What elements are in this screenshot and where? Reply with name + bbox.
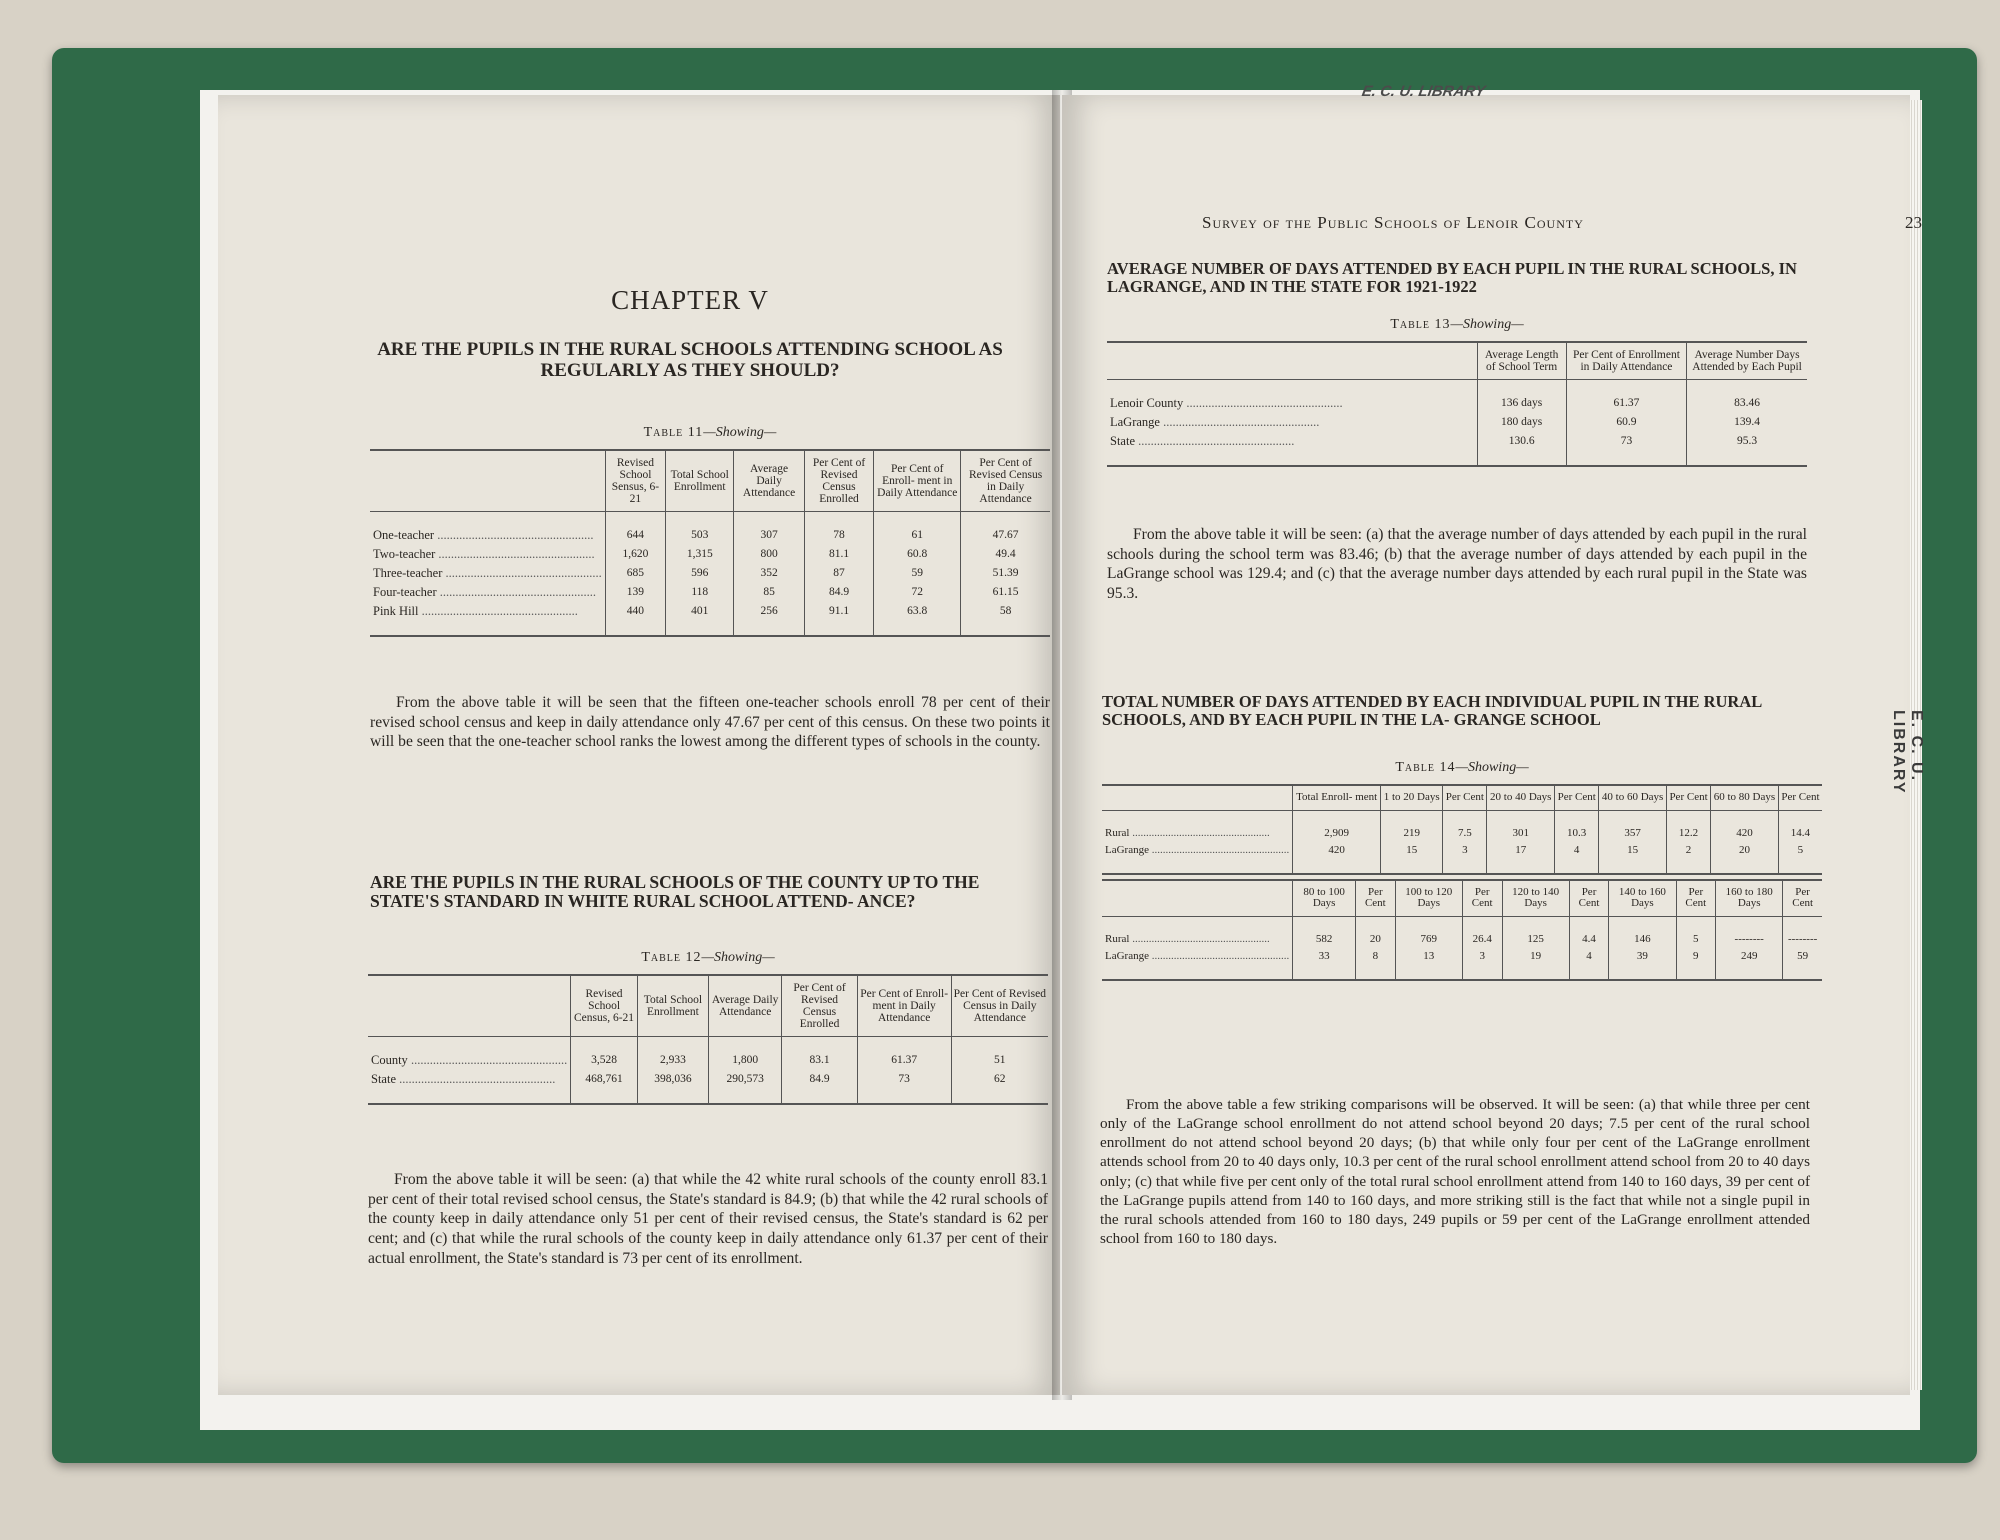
page-number: 23: [1905, 213, 1922, 232]
column-header: Average Daily Attendance: [708, 975, 781, 1037]
table-cell: 118: [666, 583, 734, 602]
table-cell: 95.3: [1687, 432, 1807, 466]
table-11-caption: Table 11—Showing—: [643, 425, 777, 440]
table-cell: 256: [734, 602, 804, 636]
column-header: 80 to 100 Days: [1293, 880, 1356, 917]
table-cell: 58: [961, 602, 1050, 636]
table-cell: 4.4: [1569, 917, 1609, 949]
table-cell: 357: [1599, 810, 1667, 842]
table-cell: 440: [605, 602, 665, 636]
table-cell: 72: [874, 583, 961, 602]
column-header: 120 to 140 Days: [1502, 880, 1569, 917]
table-cell: 2,909: [1293, 810, 1381, 842]
table-12: [368, 940, 1048, 1105]
column-header: 20 to 40 Days: [1487, 785, 1555, 810]
column-header: 1 to 20 Days: [1381, 785, 1443, 810]
row-label: County .....: [368, 1037, 571, 1071]
table-cell: 10.3: [1555, 810, 1599, 842]
table-cell: 60.8: [874, 545, 961, 564]
table-row: [370, 545, 1050, 564]
row-label: Two-teacher .....: [370, 545, 605, 564]
table-cell: 5: [1778, 842, 1822, 874]
left-page: [218, 95, 1060, 1395]
table-cell: 352: [734, 564, 804, 583]
column-header: Per Cent: [1462, 880, 1502, 917]
stub-header: [370, 450, 605, 512]
column-header: Per Cent: [1443, 785, 1487, 810]
paragraph-1: From the above table it will be seen that the fifteen one-teacher schools enroll 78 per cent of their revised school census and keep in daily attendance only 47.67 per cent of this census. On these two points it will be seen that the one-teacher school ranks the lowest among the different types of schools in the county.: [370, 694, 1050, 751]
table-cell: 420: [1711, 810, 1779, 842]
library-stamp-top: E. C. U. LIBRARY: [1360, 83, 1487, 100]
table-cell: 87: [804, 564, 873, 583]
table-cell: 59: [1783, 948, 1822, 980]
row-label: State .....: [368, 1070, 571, 1104]
table-cell: 139: [605, 583, 665, 602]
running-head: Survey of the Public Schools of Lenoir County: [1202, 213, 1584, 232]
column-header: 140 to 160 Days: [1609, 880, 1676, 917]
table-row: [370, 564, 1050, 583]
column-header: Per Cent: [1356, 880, 1396, 917]
table-cell: 249: [1716, 948, 1783, 980]
table-cell: 125: [1502, 917, 1569, 949]
library-stamp-spine: E. C. U. LIBRARY: [1890, 710, 1925, 795]
column-header: Per Cent of Revised Census Enrolled: [782, 975, 857, 1037]
table-cell: 1,315: [666, 545, 734, 564]
table-13-caption: Table 13—Showing—: [1390, 317, 1524, 332]
row-label: LaGrange .....: [1102, 948, 1293, 980]
table-13-grid: [1107, 341, 1807, 467]
table-12-grid: [368, 974, 1048, 1105]
table-cell: 398,036: [637, 1070, 708, 1104]
table-cell: 136 days: [1477, 380, 1566, 414]
table-cell: 85: [734, 583, 804, 602]
table-cell: --------: [1783, 917, 1822, 949]
table-row: [1102, 810, 1822, 842]
stub-header: [1102, 880, 1293, 917]
table-cell: 33: [1293, 948, 1356, 980]
row-label: Rural .....: [1102, 917, 1293, 949]
table-row: [1102, 917, 1822, 949]
column-header: Per Cent of Revised Census in Daily Attendance: [951, 975, 1048, 1037]
table-row: [370, 583, 1050, 602]
table-cell: 3: [1462, 948, 1502, 980]
row-label: One-teacher .....: [370, 512, 605, 546]
row-label: Rural .....: [1102, 810, 1293, 842]
table-cell: 800: [734, 545, 804, 564]
table-cell: 26.4: [1462, 917, 1502, 949]
paragraph-2: From the above table it will be seen: (a) that while the 42 white rural schools of the county enroll 83.1 per cent of their total revised school census, the State's standard is 84.9; (b) that while the 42 rural schools of the county keep in daily attendance only 51 per cent of their revised census, the State's standard is 62 per cent; and (c) that while the rural schools of the county keep in daily attendance only 61.37 per cent of their actual enrollment, the State's standard is 73 per cent of its enrollment.: [368, 1171, 1048, 1267]
table-cell: 51: [951, 1037, 1048, 1071]
column-header: Per Cent: [1667, 785, 1711, 810]
table-row: [1102, 842, 1822, 874]
section-heading-2: ARE THE PUPILS IN THE RURAL SCHOOLS OF THE COUNTY UP TO THE STATE'S STANDARD IN WHITE RURAL SCHOOL ATTEND- ANCE?: [370, 872, 980, 912]
row-label: Four-teacher .....: [370, 583, 605, 602]
column-header: Per Cent of Enroll- ment in Daily Attendance: [857, 975, 951, 1037]
table-cell: 8: [1356, 948, 1396, 980]
table-cell: 2: [1667, 842, 1711, 874]
table-cell: 81.1: [804, 545, 873, 564]
chapter-title: CHAPTER V: [611, 285, 769, 315]
column-header: Revised School Sensus, 6-21: [605, 450, 665, 512]
table-cell: 7.5: [1443, 810, 1487, 842]
table-cell: 19: [1502, 948, 1569, 980]
table-cell: 644: [605, 512, 665, 546]
column-header: Per Cent of Revised Census Enrolled: [804, 450, 873, 512]
table-cell: --------: [1716, 917, 1783, 949]
section-heading-3: AVERAGE NUMBER OF DAYS ATTENDED BY EACH PUPIL IN THE RURAL SCHOOLS, IN LAGRANGE, AND IN THE STATE FOR 1921-1922: [1107, 259, 1797, 297]
column-header: Per Cent: [1676, 880, 1716, 917]
section-heading-1: ARE THE PUPILS IN THE RURAL SCHOOLS ATTENDING SCHOOL AS REGULARLY AS THEY SHOULD?: [377, 339, 1003, 381]
table-cell: 61.37: [1566, 380, 1686, 414]
column-header: Total School Enrollment: [637, 975, 708, 1037]
column-header: Average Length of School Term: [1477, 342, 1566, 380]
paragraph-3: From the above table it will be seen: (a) that the average number of days attended by each pupil in the rural schools during the school term was 83.46; (b) that the average number of days attended by each pupil in the LaGrange school was 129.4; and (c) that the average number days attended by each rural pupil in the State was 95.3.: [1107, 526, 1807, 602]
column-header: Per Cent of Revised Census in Daily Attendance: [961, 450, 1050, 512]
column-header: 60 to 80 Days: [1711, 785, 1779, 810]
column-header: 100 to 120 Days: [1395, 880, 1462, 917]
table-cell: 180 days: [1477, 413, 1566, 432]
table-14-caption: Table 14—Showing—: [1395, 760, 1529, 775]
row-label: LaGrange .....: [1107, 413, 1477, 432]
table-cell: 83.1: [782, 1037, 857, 1071]
table-13: [1107, 307, 1807, 467]
table-cell: 130.6: [1477, 432, 1566, 466]
table-row: [368, 1070, 1048, 1104]
column-header: Revised School Census, 6-21: [571, 975, 638, 1037]
row-label: Pink Hill .....: [370, 602, 605, 636]
column-header: Average Number Days Attended by Each Pupil: [1687, 342, 1807, 380]
section-heading-4: TOTAL NUMBER OF DAYS ATTENDED BY EACH INDIVIDUAL PUPIL IN THE RURAL SCHOOLS, AND BY EACH PUPIL IN THE LA- GRANGE SCHOOL: [1102, 692, 1762, 730]
table-cell: 62: [951, 1070, 1048, 1104]
table-cell: 84.9: [782, 1070, 857, 1104]
table-cell: 219: [1381, 810, 1443, 842]
table-cell: 769: [1395, 917, 1462, 949]
stub-header: [1107, 342, 1477, 380]
table-14: [1102, 750, 1822, 981]
table-cell: 61.15: [961, 583, 1050, 602]
table-cell: 5: [1676, 917, 1716, 949]
stub-header: [368, 975, 571, 1037]
table-cell: 61: [874, 512, 961, 546]
table-cell: 61.37: [857, 1037, 951, 1071]
column-header: 160 to 180 Days: [1716, 880, 1783, 917]
table-row: [368, 1037, 1048, 1071]
table-cell: 78: [804, 512, 873, 546]
table-cell: 9: [1676, 948, 1716, 980]
table-row: [1102, 948, 1822, 980]
table-cell: 3,528: [571, 1037, 638, 1071]
column-header: Per Cent: [1569, 880, 1609, 917]
table-cell: 14.4: [1778, 810, 1822, 842]
column-header: Per Cent: [1555, 785, 1599, 810]
table-cell: 12.2: [1667, 810, 1711, 842]
table-cell: 20: [1356, 917, 1396, 949]
table-cell: 20: [1711, 842, 1779, 874]
table-cell: 59: [874, 564, 961, 583]
table-row: [1107, 413, 1807, 432]
column-header: Per Cent: [1783, 880, 1822, 917]
column-header: Average Daily Attendance: [734, 450, 804, 512]
table-cell: 468,761: [571, 1070, 638, 1104]
table-cell: 1,800: [708, 1037, 781, 1071]
table-cell: 401: [666, 602, 734, 636]
table-cell: 39: [1609, 948, 1676, 980]
table-11-grid: [370, 449, 1050, 637]
table-cell: 91.1: [804, 602, 873, 636]
table-row: [1107, 432, 1807, 466]
table-cell: 146: [1609, 917, 1676, 949]
table-cell: 17: [1487, 842, 1555, 874]
table-cell: 596: [666, 564, 734, 583]
table-cell: 51.39: [961, 564, 1050, 583]
table-row: [370, 512, 1050, 546]
column-header: Total School Enrollment: [666, 450, 734, 512]
table-cell: 3: [1443, 842, 1487, 874]
row-label: LaGrange .....: [1102, 842, 1293, 874]
table-11: [370, 415, 1050, 637]
table-cell: 47.67: [961, 512, 1050, 546]
row-label: Three-teacher .....: [370, 564, 605, 583]
table-cell: 15: [1381, 842, 1443, 874]
table-cell: 4: [1569, 948, 1609, 980]
table-cell: 2,933: [637, 1037, 708, 1071]
table-cell: 582: [1293, 917, 1356, 949]
table-cell: 290,573: [708, 1070, 781, 1104]
stub-header: [1102, 785, 1293, 810]
column-header: Per Cent: [1778, 785, 1822, 810]
table-cell: 139.4: [1687, 413, 1807, 432]
table-row: [370, 602, 1050, 636]
right-page: [1062, 83, 1922, 1395]
table-cell: 1,620: [605, 545, 665, 564]
table-14-grid-a: [1102, 784, 1822, 875]
table-cell: 73: [1566, 432, 1686, 466]
table-cell: 13: [1395, 948, 1462, 980]
table-cell: 63.8: [874, 602, 961, 636]
table-cell: 73: [857, 1070, 951, 1104]
table-cell: 420: [1293, 842, 1381, 874]
table-cell: 301: [1487, 810, 1555, 842]
table-cell: 60.9: [1566, 413, 1686, 432]
paragraph-4: From the above table a few striking comparisons will be observed. It will be seen: (a) that while three per cent only of the LaGrange school enrollment do not attend school beyond 20 days; 7.5 per cent of the rural school enrollment do not attend school beyond 20 days; (b) that while only four per cent of the LaGrange enrollment attends school from 20 to 40 days only, 10.3 per cent of the rural school enrollment attend school from 20 to 40 days only; (c) that while five per cent only of the total rural school enrollment attend from 140 to 160 days, 39 per cent of the LaGrange pupils attend from 140 to 160 days, and more striking still is the fact that while not a single pupil in the rural schools attended from 160 to 180 days, 249 pupils or 59 per cent of the LaGrange enrollment attended school from 160 to 180 days.: [1100, 1096, 1810, 1247]
column-header: Total Enroll- ment: [1293, 785, 1381, 810]
table-cell: 503: [666, 512, 734, 546]
table-14-grid-b: [1102, 879, 1822, 981]
table-row: [1107, 380, 1807, 414]
table-cell: 4: [1555, 842, 1599, 874]
table-cell: 83.46: [1687, 380, 1807, 414]
column-header: Per Cent of Enroll- ment in Daily Attendance: [874, 450, 961, 512]
table-cell: 685: [605, 564, 665, 583]
table-cell: 307: [734, 512, 804, 546]
row-label: Lenoir County .....: [1107, 380, 1477, 414]
column-header: 40 to 60 Days: [1599, 785, 1667, 810]
table-cell: 84.9: [804, 583, 873, 602]
table-cell: 49.4: [961, 545, 1050, 564]
table-cell: 15: [1599, 842, 1667, 874]
table-12-caption: Table 12—Showing—: [641, 950, 775, 965]
column-header: Per Cent of Enrollment in Daily Attendance: [1566, 342, 1686, 380]
row-label: State .....: [1107, 432, 1477, 466]
